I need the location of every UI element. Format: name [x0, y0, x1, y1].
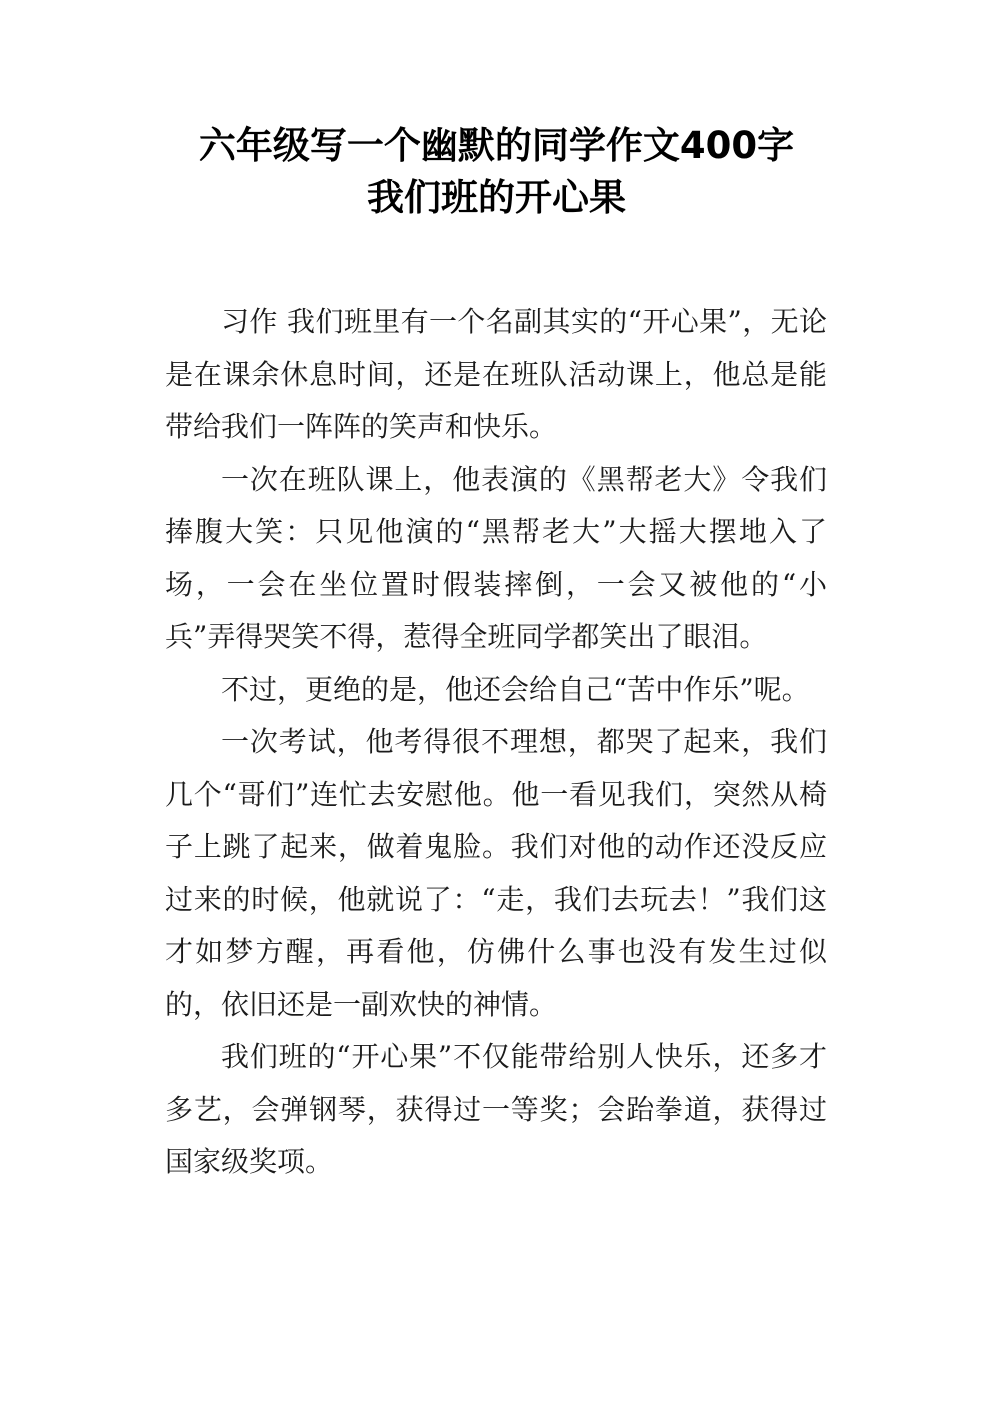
document-body: [165, 296, 827, 1189]
document-title: [140, 120, 853, 224]
paragraph-5: 我们班的“开心果”不仅能带给别人快乐，还多才多艺，会弹钢琴，获得过一等奖；会跆拳道，获得过国家级奖项。: [165, 1040, 827, 1178]
paragraph-2: 一次在班队课上，他表演的《黑帮老大》令我们捧腹大笑：只见他演的“黑帮老大”大摇大摆地入了场，一会在坐位置时假装摔倒，一会又被他的“小兵”弄得哭笑不得，惹得全班同学都笑出了眼泪。: [165, 462, 827, 653]
title-line-1: 六年级写一个幽默的同学作文400字: [198, 124, 795, 167]
paragraph-1: 习作 我们班里有一个名副其实的“开心果”，无论是在课余休息时间，还是在班队活动课上，他总是能带给我们一阵阵的笑声和快乐。: [165, 305, 827, 443]
title-line-2: 我们班的开心果: [367, 176, 626, 219]
paragraph-3: 不过，更绝的是，他还会给自己“苦中作乐”呢。: [221, 672, 810, 706]
paragraph-4: 一次考试，他考得很不理想，都哭了起来，我们几个“哥们”连忙去安慰他。他一看见我们，突然从椅子上跳了起来，做着鬼脸。我们对他的动作还没反应过来的时候，他就说了：“走，我们去玩去！”我们这才如梦方醒，再看他，仿佛什么事也没有发生过似的，依旧还是一副欢快的神情。: [165, 725, 827, 1021]
